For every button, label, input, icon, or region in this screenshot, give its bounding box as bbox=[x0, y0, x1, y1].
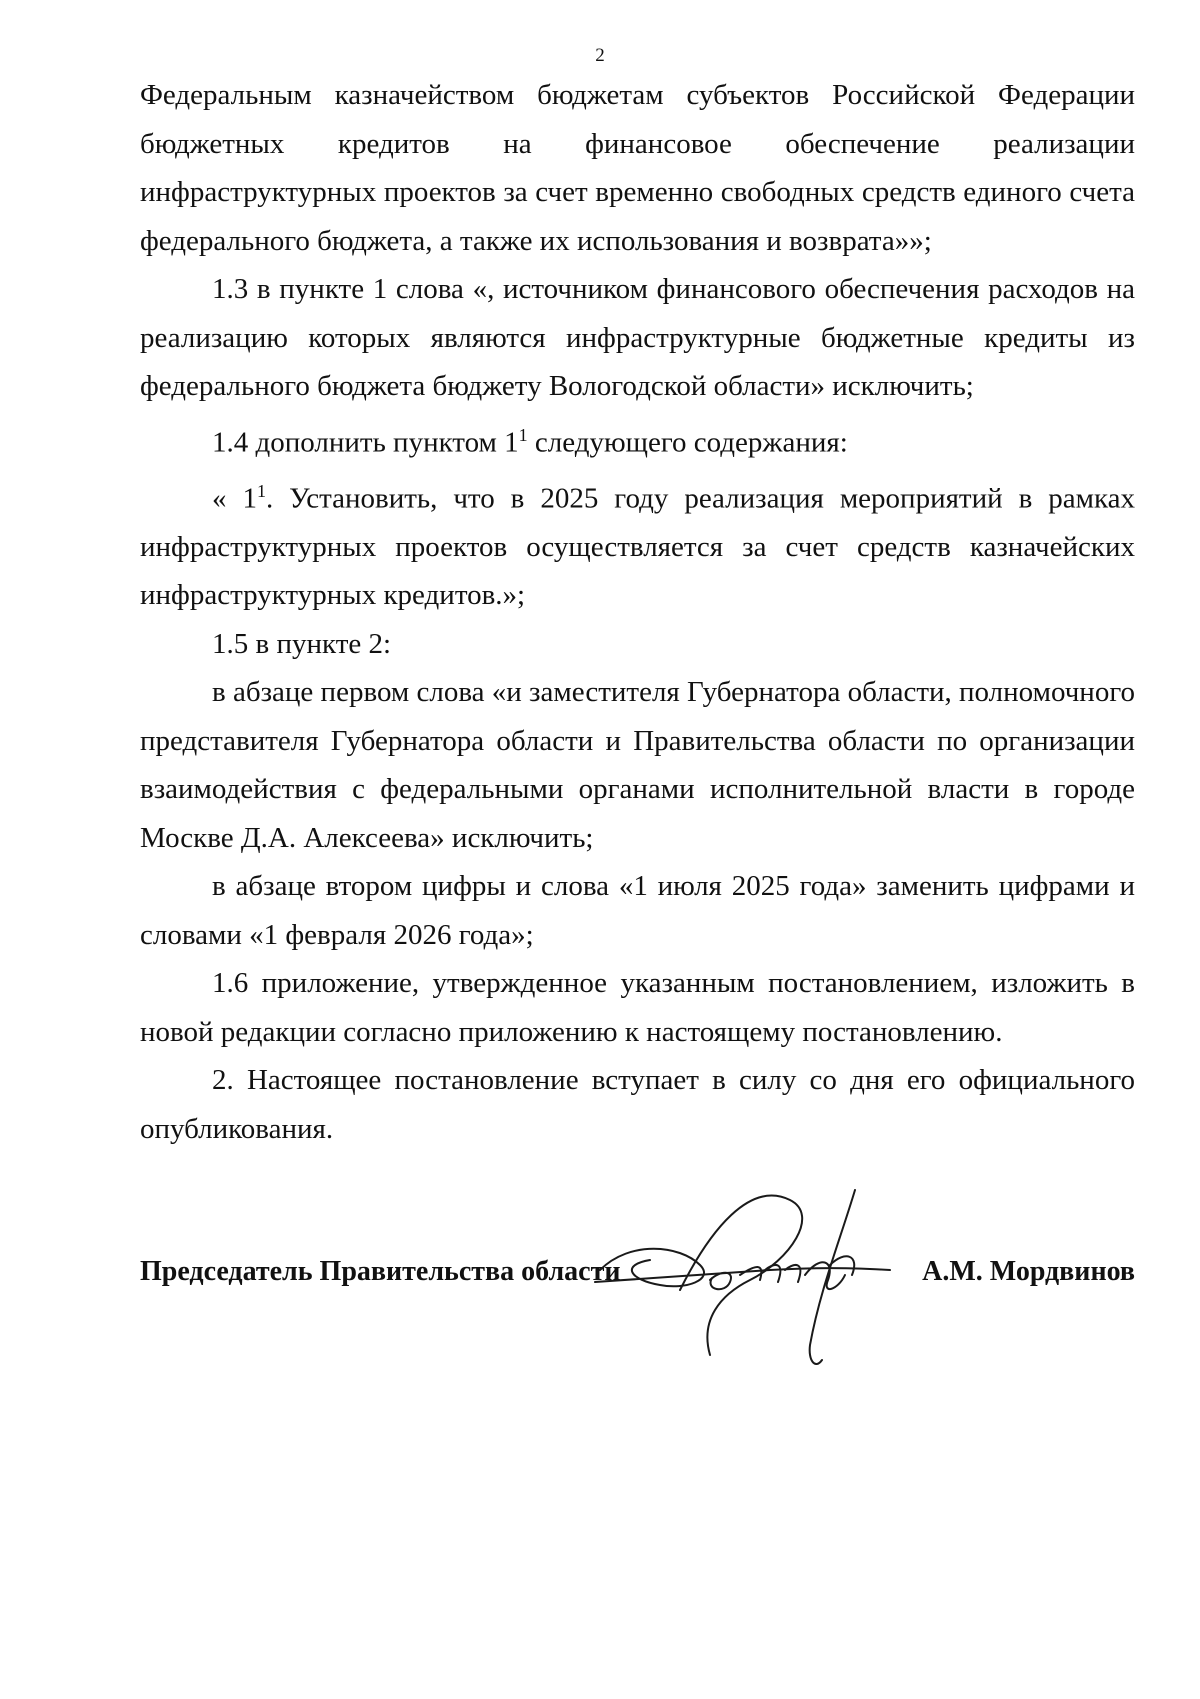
paragraph-1-4 bbox=[140, 411, 1135, 467]
paragraph-1-6: 1.6 приложение, утвержденное указанным постановлением, изложить в новой редакции согласно приложению к настоящему постановлению. bbox=[140, 967, 1135, 1048]
handwritten-signature bbox=[590, 1170, 950, 1390]
paragraph-1-4-before: 1.4 дополнить пунктом 1 bbox=[212, 426, 519, 459]
paragraph-1-4-after: следующего содержания: bbox=[527, 426, 848, 459]
signatory-position: Председатель Правительства области bbox=[140, 1256, 621, 1287]
paragraph-continuation: Федеральным казначейством бюджетам субъектов Российской Федерации бюджетных кредитов на финансовое обеспечение реализации инфраструктурных проектов за счет временно свободных средств единого счета федерального бюджета, а также их использования и возврата»»; bbox=[140, 79, 1135, 257]
paragraph-new-point-before: « 1 bbox=[212, 482, 257, 515]
paragraph-first-abzac: в абзаце первом слова «и заместителя Губернатора области, полномочного представителя Губернатора области и Правительства области по организации взаимодействия с федеральными органами исполнительной власти в городе Москве Д.А. Алексеева» исключить; bbox=[140, 676, 1135, 854]
superscript: 1 bbox=[256, 480, 266, 501]
paragraph-second-abzac: в абзаце втором цифры и слова «1 июля 2025 года» заменить цифрами и словами «1 февраля 2026 года»; bbox=[140, 870, 1135, 951]
signatory-name: А.М. Мордвинов bbox=[922, 1256, 1135, 1287]
page-number: 2 bbox=[595, 45, 605, 66]
superscript: 1 bbox=[518, 424, 528, 445]
document-body bbox=[140, 71, 1135, 1153]
paragraph-new-point-after: . Установить, что в 2025 году реализация мероприятий в рамках инфраструктурных проектов осуществляется за счет средств казначейских инфраструктурных кредитов.»; bbox=[140, 482, 1135, 612]
paragraph-2: 2. Настоящее постановление вступает в силу со дня его официального опубликования. bbox=[140, 1064, 1135, 1145]
paragraph-1-3: 1.3 в пункте 1 слова «, источником финансового обеспечения расходов на реализацию которых являются инфраструктурные бюджетные кредиты из федерального бюджета бюджету Вологодской области» исключить; bbox=[140, 273, 1135, 402]
paragraph-1-5: 1.5 в пункте 2: bbox=[212, 627, 392, 660]
paragraph-new-point bbox=[140, 467, 1135, 620]
